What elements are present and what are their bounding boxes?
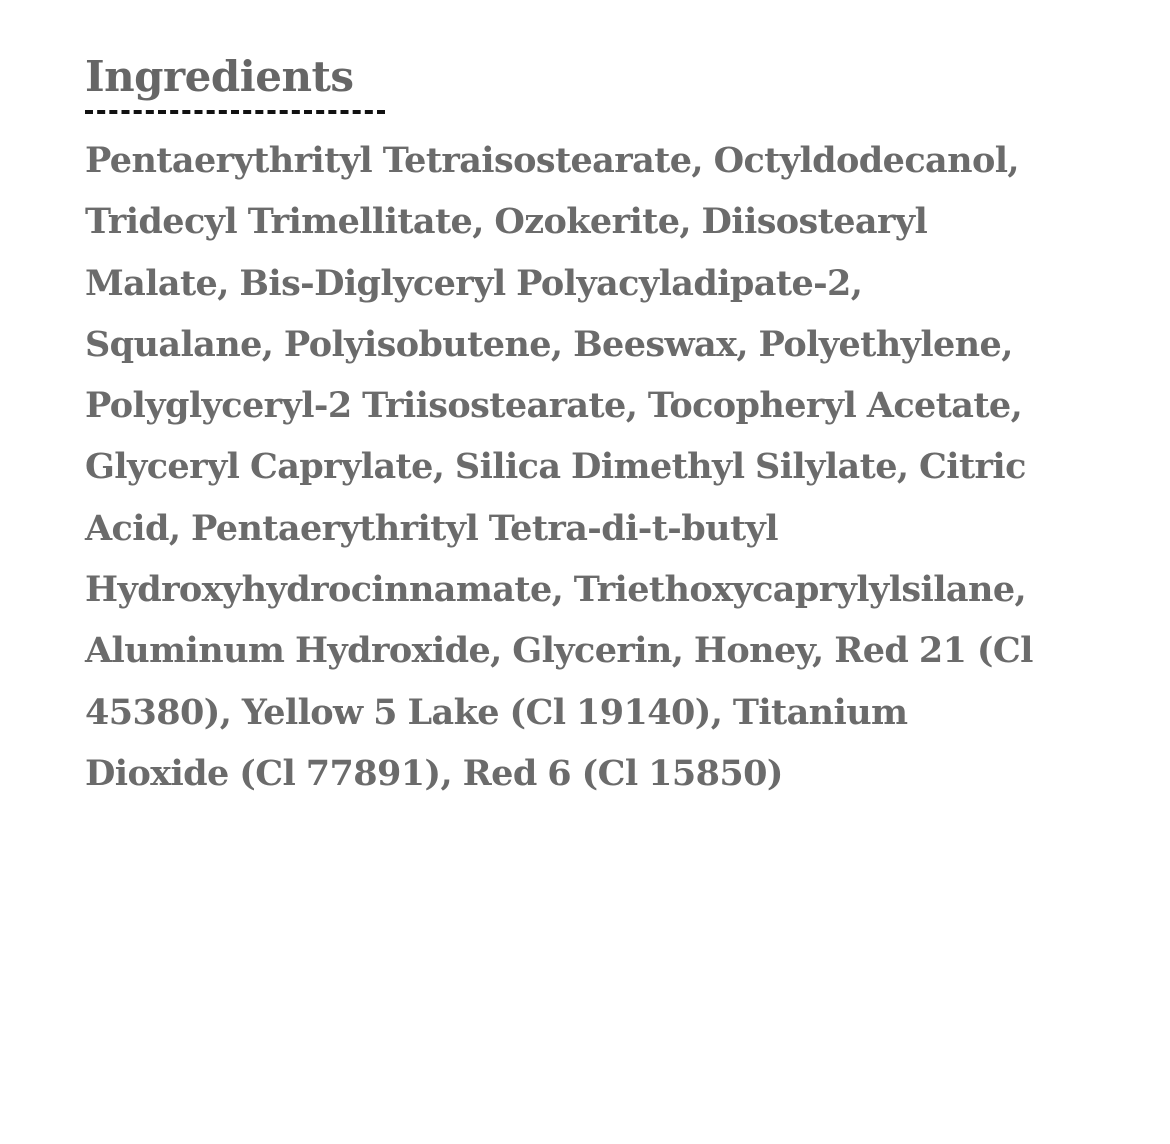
- section-heading: Ingredients: [85, 52, 354, 101]
- heading-dashed-underline: [85, 110, 385, 114]
- ingredients-list: Pentaerythrityl Tetraisostearate, Octyldodecanol, Tridecyl Trimellitate, Ozokerite, Diisostearyl Malate, Bis-Diglyceryl Polyacyladipate-2, Squalane, Polyisobutene, Beeswax, Polyethylene, Polyglyceryl-2 Triisostearate, Tocopheryl Acetate, Glyceryl Caprylate, Silica Dimethyl Silylate, Citric Acid, Pentaerythrityl Tetra-di-t-butyl Hydroxyhydrocinnamate, Triethoxycaprylylsilane, Aluminum Hydroxide, Glycerin, Honey, Red 21 (Cl 45380), Yellow 5 Lake (Cl 19140), Titanium Dioxide (Cl 77891), Red 6 (Cl 15850): [85, 140, 1033, 794]
- ingredients-section: [85, 48, 1045, 804]
